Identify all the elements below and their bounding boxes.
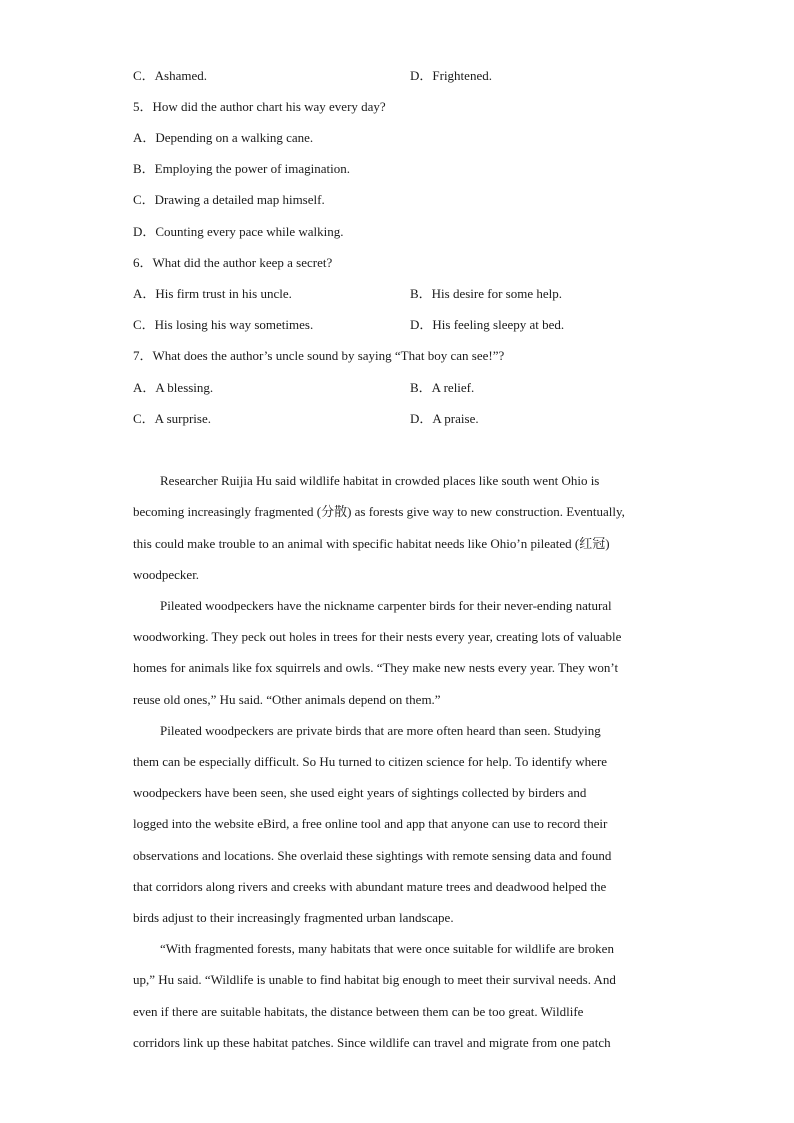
option-b: B．His desire for some help. — [410, 286, 563, 301]
question-stem: 6．What did the author keep a secret? — [133, 255, 333, 270]
passage-line: woodpeckers have been seen, she used eight years of sightings collected by birders and — [133, 785, 587, 800]
option-d: D．His feeling sleepy at bed. — [410, 317, 565, 332]
passage-line: woodworking. They peck out holes in trees for their nests every year, creating lots of valuable — [133, 629, 622, 644]
question-stem: 7．What does the author’s uncle sound by saying “That boy can see!”? — [133, 348, 505, 363]
passage-line: them can be especially difficult. So Hu turned to citizen science for help. To identify where — [133, 754, 608, 769]
passage-line: “With fragmented forests, many habitats that were once suitable for wildlife are broken — [160, 941, 614, 956]
passage-line: becoming increasingly fragmented (分散) as forests give way to new construction. Eventually, — [133, 504, 625, 519]
option-a: A．His firm trust in his uncle. — [133, 286, 292, 301]
option-d: D．Counting every pace while walking. — [133, 224, 344, 239]
option-c: C．His losing his way sometimes. — [133, 317, 314, 332]
option-d: D．A praise. — [410, 411, 479, 426]
option-b: B．A relief. — [410, 380, 475, 395]
passage-line: this could make trouble to an animal with specific habitat needs like Ohio’n pileated (红冠) — [133, 536, 610, 551]
option-a: A．A blessing. — [133, 380, 214, 395]
passage-line: reuse old ones,” Hu said. “Other animals depend on them.” — [133, 692, 441, 707]
passage-line: that corridors along rivers and creeks with abundant mature trees and deadwood helped the — [133, 879, 607, 894]
passage-line: homes for animals like fox squirrels and owls. “They make new nests every year. They won’t — [133, 660, 619, 675]
option-d: D．Frightened. — [410, 68, 492, 83]
option-b: B．Employing the power of imagination. — [133, 161, 350, 176]
passage-line: up,” Hu said. “Wildlife is unable to find habitat big enough to meet their survival needs. And — [133, 972, 616, 987]
option-c: C．Ashamed. — [133, 68, 208, 83]
passage-line: logged into the website eBird, a free online tool and app that anyone can use to record their — [133, 816, 608, 831]
passage-line: Pileated woodpeckers are private birds that are more often heard than seen. Studying — [160, 723, 601, 738]
passage-line: corridors link up these habitat patches. Since wildlife can travel and migrate from one patch — [133, 1035, 611, 1050]
passage-line: Researcher Ruijia Hu said wildlife habitat in crowded places like south went Ohio is — [160, 473, 600, 488]
option-a: A．Depending on a walking cane. — [133, 130, 314, 145]
option-c: C．A surprise. — [133, 411, 212, 426]
passage-line: even if there are suitable habitats, the distance between them can be too great. Wildlife — [133, 1004, 584, 1019]
question-stem: 5．How did the author chart his way every day? — [133, 99, 386, 114]
passage-line: Pileated woodpeckers have the nickname carpenter birds for their never-ending natural — [160, 598, 612, 613]
passage-line: woodpecker. — [133, 567, 200, 582]
passage-line: observations and locations. She overlaid these sightings with remote sensing data and found — [133, 848, 612, 863]
option-c: C．Drawing a detailed map himself. — [133, 192, 325, 207]
passage-line: birds adjust to their increasingly fragmented urban landscape. — [133, 910, 454, 925]
